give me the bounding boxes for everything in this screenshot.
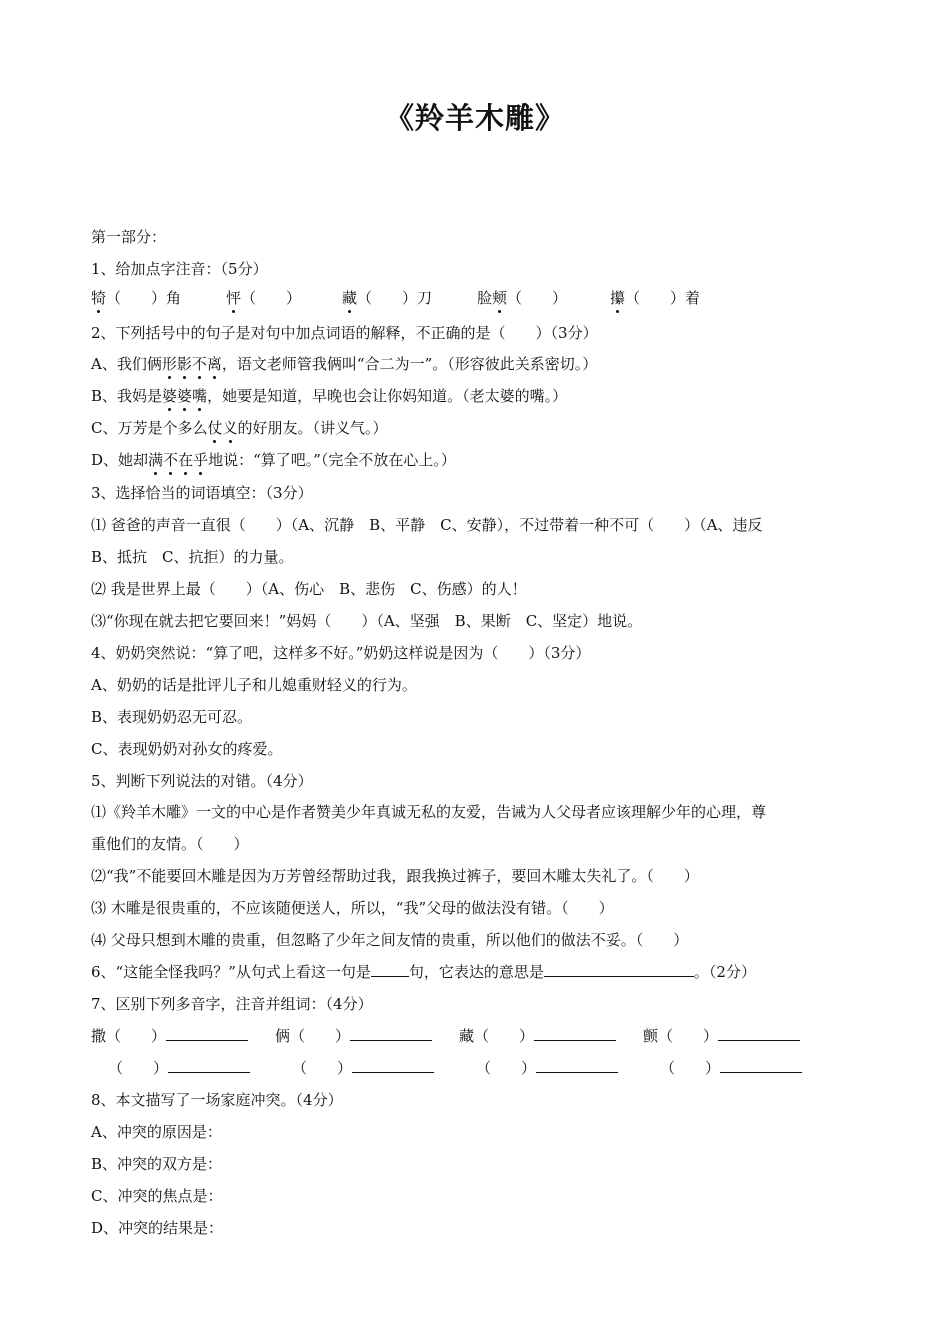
q7-second-1: （ ） [108, 1057, 250, 1078]
q7-second-2: （ ） [292, 1057, 434, 1078]
q3-heading: 3、选择恰当的词语填空：（3分） [91, 484, 313, 502]
q7-blank[interactable] [168, 1058, 250, 1073]
q2-option-c: C、万芳是个多么仗义的好朋友。（讲义气。） [91, 419, 388, 437]
q2-option-d: D、她却满不在乎地说：“算了吧。”（完全不放在心上。） [91, 451, 456, 469]
q4-option-c: C、表现奶奶对孙女的疼爱。 [91, 740, 283, 758]
q3-line-2: B、抵抗 C、抗拒）的力量。 [91, 548, 294, 566]
q2-d-dotted [148, 451, 208, 469]
dotted-char: 满 [148, 451, 164, 469]
q6-line: 6、“这能全怪我吗？”从句式上看这一句是 句，它表达的意思是 。（2分） [91, 963, 756, 981]
q1-item-1: 犄（ ）角 [91, 289, 182, 307]
q7-blank[interactable] [166, 1026, 248, 1041]
q7-blank[interactable] [720, 1058, 802, 1073]
dotted-char: 义 [222, 419, 238, 437]
q7-blank[interactable] [718, 1026, 800, 1041]
q3-line-3: ⑵ 我是世界上最（ ）（A、伤心 B、悲伤 C、伤感）的人！ [91, 580, 527, 598]
q2-b-dotted [162, 387, 207, 405]
q7-row-1 [91, 1025, 871, 1047]
q7-blank[interactable] [536, 1058, 618, 1073]
dotted-char: 婆 [162, 387, 178, 405]
dotted-char: 离 [206, 355, 222, 373]
part-heading: 第一部分： [91, 228, 167, 246]
q5-line-3: ⑵“我”不能要回木雕是因为万芳曾经帮助过我，跟我换过裤子，要回木雕太失礼了。（ ） [91, 867, 699, 885]
q7-blank[interactable] [352, 1058, 434, 1073]
q1-item-5: 攥（ ）着 [610, 289, 701, 307]
q7-blank[interactable] [534, 1026, 616, 1041]
dotted-char: 形 [161, 355, 177, 373]
q7-blank[interactable] [350, 1026, 432, 1041]
q4-option-b: B、表现奶奶忍无可忍。 [91, 708, 253, 726]
document-title: 《羚羊木雕》 [384, 101, 565, 135]
q6-blank-1[interactable] [371, 962, 409, 977]
q1-item-3: 藏（ ）刀 [342, 289, 433, 307]
dotted-char: 嘴 [192, 387, 208, 405]
dotted-char: 不 [163, 451, 179, 469]
q7-char-2: 俩（ ） [275, 1025, 432, 1046]
q2-option-a: A、我们俩形影不离，语文老师管我俩叫“合二为一”。（形容彼此关系密切。） [91, 355, 598, 373]
q3-line-1: ⑴ 爸爸的声音一直很（ ）（A、沉静 B、平静 C、安静），不过带着一种不可（ ）（A、违反 [91, 516, 763, 534]
dotted-char: 不 [191, 355, 207, 373]
q7-second-3: （ ） [476, 1057, 618, 1078]
q4-option-a: A、奶奶的话是批评儿子和儿媳重财轻义的行为。 [91, 676, 417, 694]
q8-item-b: B、冲突的双方是： [91, 1155, 223, 1173]
q1-heading: 1、给加点字注音：（5分） [91, 260, 268, 278]
q7-second-4: （ ） [660, 1057, 802, 1078]
q8-heading: 8、本文描写了一场家庭冲突。（4分） [91, 1091, 343, 1109]
q7-char-3: 藏（ ） [459, 1025, 616, 1046]
q7-row-2 [91, 1057, 871, 1079]
q5-line-4: ⑶ 木雕是很贵重的，不应该随便送人，所以，“我”父母的做法没有错。（ ） [91, 899, 614, 917]
q3-line-4: ⑶“你现在就去把它要回来！”妈妈（ ）（A、坚强 B、果断 C、坚定）地说。 [91, 612, 643, 630]
q4-heading: 4、奶奶突然说：“算了吧，这样多不好。”奶奶这样说是因为（ ）（3分） [91, 644, 591, 662]
q7-char-1: 撒（ ） [91, 1025, 248, 1046]
q8-item-d: D、冲突的结果是： [91, 1219, 224, 1237]
q7-char-4: 颤（ ） [643, 1025, 800, 1046]
q5-line-2: 重他们的友情。（ ） [91, 835, 249, 853]
q5-line-5: ⑷ 父母只想到木雕的贵重，但忽略了少年之间友情的贵重，所以他们的做法不妥。（ ） [91, 931, 689, 949]
dotted-char: 影 [176, 355, 192, 373]
dotted-char: 仗 [207, 419, 223, 437]
q2-a-dotted [162, 355, 222, 373]
q2-option-b: B、我妈是婆婆嘴，她要是知道，早晚也会让你妈知道。（老太婆的嘴。） [91, 387, 568, 405]
q1-item-4: 脸颊（ ） [477, 289, 568, 307]
q8-item-c: C、冲突的焦点是： [91, 1187, 223, 1205]
q7-heading: 7、区别下列多音字，注音并组词：（4分） [91, 995, 373, 1013]
q6-blank-2[interactable] [544, 962, 694, 977]
q8-item-a: A、冲突的原因是： [91, 1123, 222, 1141]
q2-heading: 2、下列括号中的句子是对句中加点词语的解释，不正确的是（ ）（3分） [91, 324, 598, 342]
q2-c-dotted [207, 419, 237, 437]
dotted-char: 婆 [177, 387, 193, 405]
q5-heading: 5、判断下列说法的对错。（4分） [91, 772, 313, 790]
dotted-char: 在 [178, 451, 194, 469]
q5-line-1: ⑴《羚羊木雕》一文的中心是作者赞美少年真诚无私的友爱，告诫为人父母者应该理解少年的心理，尊 [91, 803, 767, 821]
q1-items [91, 287, 871, 309]
q1-item-2: 怦（ ） [226, 289, 302, 307]
dotted-char: 乎 [193, 451, 209, 469]
